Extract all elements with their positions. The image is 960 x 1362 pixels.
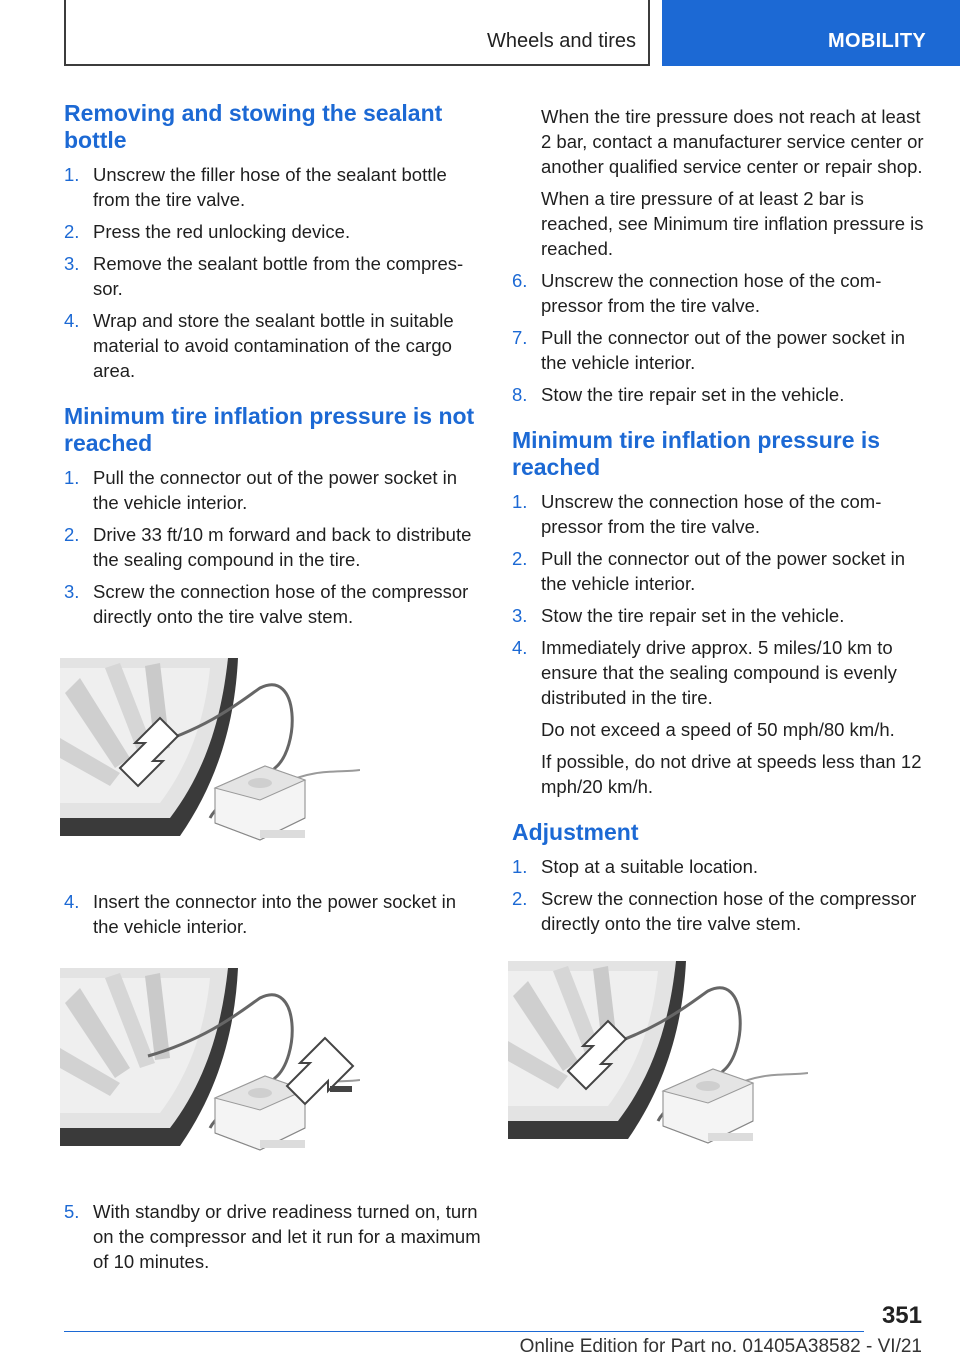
list-item: 3. Screw the connection hose of the compressor directly onto the tire valve stem. (64, 581, 469, 627)
adjustment-heading: Adjustment (512, 819, 639, 845)
page-number: 351 (881, 1302, 922, 1329)
list-item: 2. Drive 33 ft/10 m forward and back to distribute the sealing compound in the tire. (64, 524, 472, 570)
list-item: 1. Stop at a suitable location. (512, 856, 759, 877)
footer-rule (64, 1331, 864, 1332)
list-item: 7. Pull the connector out of the power socket in the vehicle interior. (512, 327, 906, 373)
list-item: 2. Screw the connection hose of the compressor directly onto the tire valve stem. (512, 888, 917, 934)
connector-socket-illustration (60, 968, 360, 1168)
list-item: 5. With standby or drive readiness turned on, turn on the compressor and let it run for a maximum of 10 minutes. (64, 1201, 481, 1272)
not-reached-steps-cont (64, 889, 484, 939)
reached-section (512, 427, 932, 799)
continuation-text: When a tire pressure of at least 2 bar is reached, see Minimum tire inflation pressure is reached. (541, 188, 924, 259)
not-reached-heading: Minimum tire inflation pressure is not reached (64, 403, 475, 456)
not-reached-steps-cont2 (64, 1199, 484, 1274)
list-item: 4. Wrap and store the sealant bottle in suitable material to avoid contamination of the cargo area. (64, 310, 454, 381)
step-note: If possible, do not drive at speeds less than 12 mph/20 km/h. (541, 751, 922, 797)
adjustment-illustration (508, 961, 808, 1161)
adjustment-section (512, 819, 932, 1192)
chapter-tab (662, 0, 960, 66)
removing-steps (64, 162, 484, 383)
right-column (512, 104, 932, 1212)
list-item: 1. Unscrew the filler hose of the sealant bottle from the tire valve. (64, 164, 447, 210)
continuation-text: When the tire pressure does not reach at least 2 bar, contact a manufacturer service center or another qualified service center or repair shop. (541, 106, 924, 177)
section-title: Wheels and tires (487, 30, 636, 52)
removing-heading: Removing and stowing the sealant bottle (64, 100, 443, 153)
reached-heading: Minimum tire inflation pressure is reached (512, 427, 881, 480)
list-item: 2. Pull the connector out of the power socket in the vehicle interior. (512, 548, 906, 594)
removing-section (64, 100, 484, 383)
step-note: Do not exceed a speed of 50 mph/80 km/h. (541, 719, 895, 740)
list-item: 4. Insert the connector into the power socket in the vehicle interior. (64, 891, 457, 937)
chapter-title: MOBILITY (828, 30, 926, 52)
not-reached-steps (64, 465, 484, 629)
list-item: 3. Remove the sealant bottle from the compressor. (64, 253, 464, 299)
compressor-on-valve-illustration (60, 658, 360, 858)
not-reached-section (64, 403, 484, 1274)
adjustment-steps (512, 854, 932, 936)
list-item: 1. Pull the connector out of the power socket in the vehicle interior. (64, 467, 458, 513)
left-column (64, 100, 484, 1294)
not-reached-steps-end (512, 268, 932, 407)
list-item: 4. Immediately drive approx. 5 miles/10 km to ensure that the sealing compound is evenly distributed in the tire. Do not exceed a speed of 50 mph/80 km/h. If possible, do not drive at speeds less than 12 mph/20 km/h. (512, 635, 932, 799)
list-item: 6. Unscrew the connection hose of the compressor from the tire valve. (512, 270, 882, 316)
list-item: 2. Press the red unlocking device. (64, 221, 351, 242)
list-item: 8. Stow the tire repair set in the vehicle. (512, 384, 845, 405)
reached-steps (512, 489, 932, 799)
list-item: 1. Unscrew the connection hose of the compressor from the tire valve. (512, 491, 882, 537)
section-tab (64, 0, 650, 66)
edition-note: Online Edition for Part no. 01405A38582 - VI/21 (519, 1336, 922, 1357)
list-item: 3. Stow the tire repair set in the vehicle. (512, 605, 845, 626)
page-header (64, 0, 960, 66)
